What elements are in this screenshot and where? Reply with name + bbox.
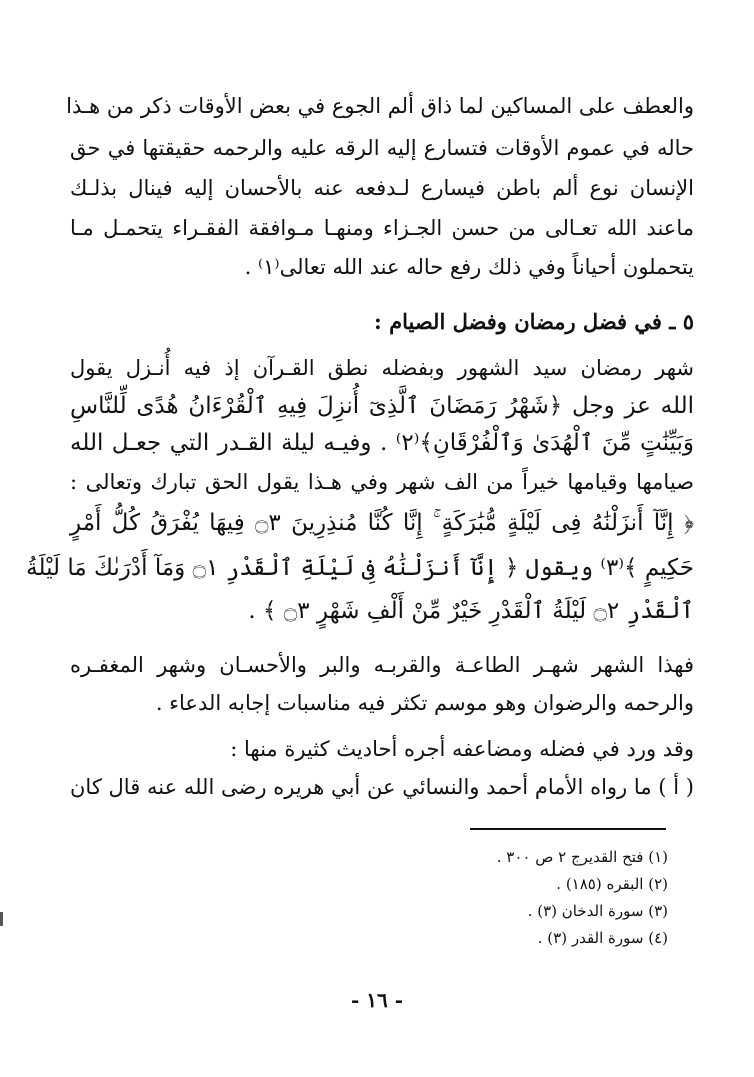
footnote-separator (470, 828, 666, 830)
hadith-intro: وقد ورد في فضله ومضاعفه أجره أحاديث كثيرة منها : (230, 737, 694, 761)
text-line-5: يتحملون أحياناً وفي ذلك رفع حاله عند الله تعالى⁽١⁾ . (244, 255, 694, 279)
text-line-4: ماعند الله تعـالى من حسن الجـزاء ومنهـا مـوافقة الفقـراء يتحمـل مـا (70, 216, 694, 240)
quran-verse-line-3: ٱلْقَدْرِ ۝٢ لَيْلَةُ ٱلْقَدْرِ خَيْرٌ مِّنْ أَلْفِ شَهْرٍ ۝٣ ﴾ . (248, 598, 694, 624)
ramadan-line-3: وَبَيِّنَٰتٍ مِّنَ ٱلْهُدَىٰ وَٱلْفُرْقَانِ﴾⁽٢⁾ . وفيـه ليلة القـدر التي جعـل الله (70, 430, 694, 456)
footnote-2: (٢) البقره (١٨٥) . (556, 875, 668, 893)
text-line-1: والعطف على المساكين لما ذاق ألم الجوع في بعض الأوقات ذكر من هـذا (66, 94, 694, 118)
footnote-3: (٣) سورة الدخان (٣) . (527, 902, 668, 920)
section-heading: ٥ ـ في فضل رمضان وفضل الصيام : (374, 309, 694, 334)
month-line-1: فهذا الشهر شهـر الطاعـة والقربـه والبر والأحسـان وشهر المغفـره (70, 653, 694, 677)
footnote-4: (٤) سورة القدر (٣) . (537, 929, 668, 947)
month-line-2: والرحمه والرضوان وهو موسم تكثر فيه مناسبات إجابه الدعاء . (155, 691, 694, 715)
ramadan-line-2: الله عز وجل ﴿شَهْرُ رَمَضَانَ ٱلَّذِىٓ أُنزِلَ فِيهِ ٱلْقُرْءَانُ هُدًى لِّلنَّاسِ (70, 393, 694, 419)
scan-edge-mark (0, 912, 3, 926)
text-line-3: الإنسان نوع ألم باطن فيسارع لـدفعه عنه بالأحسان إليه فينال بذلـك (70, 176, 694, 200)
ramadan-line-4: صيامها وقيامها خيراً من الف شهر وفي هـذا يقول الحق تبارك وتعالى : (70, 470, 694, 494)
page-number: - ١٦ - (350, 988, 403, 1012)
footnote-1: (١) فتح القديرج ٢ ص ٣٠٠ . (496, 848, 668, 866)
quran-verse-line-1: ﴿ إِنَّآ أَنزَلْنَٰهُ فِى لَيْلَةٍ مُّبَٰرَكَةٍ ۚ إِنَّا كُنَّا مُنذِرِينَ ۝٣ فِيهَا يُفْرَقُ كُلُّ أَمْرٍ (70, 510, 694, 536)
text-line-2: حاله في عموم الأوقات فتسارع إليه الرقه عليه والرحمه حقيقتها في حق (70, 136, 694, 160)
quran-verse-line-2: حَكِيمٍ ﴾⁽٣⁾ ويقول ﴿ إِنَّآ أَنزَلْنَٰهُ فِى لَيْلَةِ ٱلْقَدْرِ ۝١ وَمَآ أَدْرَىٰكَ مَا لَيْلَةُ (26, 555, 694, 581)
ramadan-line-1: شهر رمضان سيد الشهور وبفضله نطق القـرآن إذ فيه أُنـزل يقول (70, 356, 694, 380)
hadith-line-a: ( أ ) ما رواه الأمام أحمد والنسائي عن أبي هريره رضى الله عنه قال كان (70, 775, 694, 799)
